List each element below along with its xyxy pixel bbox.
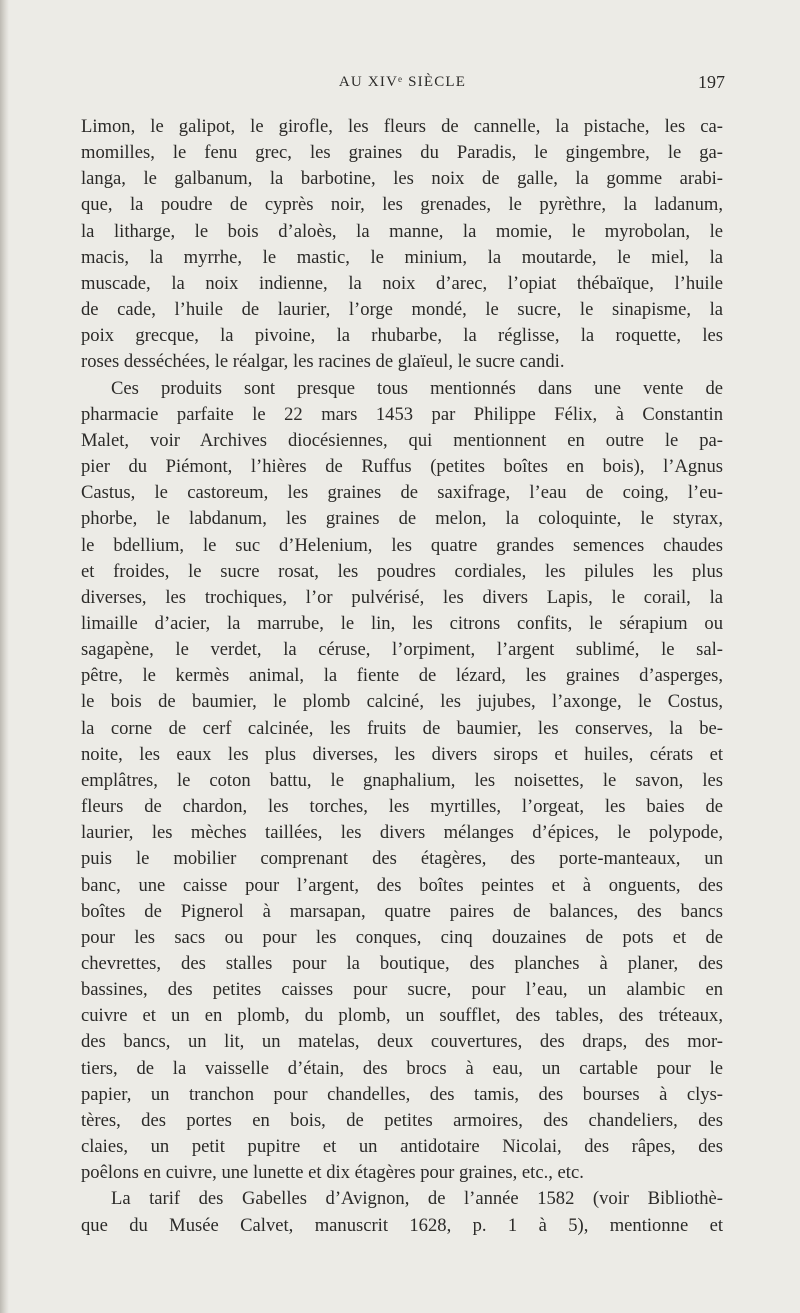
text-line: sagapène, le verdet, la céruse, l’orpiment, l’argent sublimé, le sal-: [81, 639, 723, 661]
text-line: tères, des portes en bois, de petites armoires, des chandeliers, des: [81, 1109, 723, 1131]
book-spine-edge: [0, 0, 9, 1313]
body-text: [81, 114, 723, 1239]
text-line: poix grecque, la pivoine, la rhubarbe, la réglisse, la roquette, les: [81, 325, 723, 347]
text-line: La tarif des Gabelles d’Avignon, de l’année 1582 (voir Bibliothè-: [111, 1188, 723, 1210]
text-line: puis le mobilier comprenant des étagères, des porte-manteaux, un: [81, 848, 723, 870]
text-line: le bdellium, le suc d’Helenium, les quatre grandes semences chaudes: [81, 534, 723, 556]
text-line: chevrettes, des stalles pour la boutique, des planches à planer, des: [81, 953, 723, 974]
text-line: boîtes de Pignerol à marsapan, quatre paires de balances, des bancs: [81, 900, 723, 922]
text-line: diverses, les trochiques, l’or pulvérisé, les divers Lapis, le corail, la: [81, 586, 723, 608]
text-line: claies, un petit pupitre et un antidotaire Nicolai, des râpes, des: [81, 1136, 723, 1158]
text-line: noite, les eaux les plus diverses, les divers sirops et huiles, cérats et: [81, 743, 723, 765]
text-line: bassines, des petites caisses pour sucre, pour l’eau, un alambic en: [81, 979, 723, 1001]
text-line: que du Musée Calvet, manuscrit 1628, p. 1 à 5), mentionne et: [81, 1214, 723, 1236]
page-header: [80, 74, 725, 98]
text-line: momilles, le fenu grec, les graines du Paradis, le gingembre, le ga-: [81, 142, 723, 164]
text-line: phorbe, le labdanum, les graines de melon, la coloquinte, le styrax,: [81, 508, 723, 530]
text-line: le bois de baumier, le plomb calciné, les jujubes, l’axonge, le Costus,: [81, 691, 723, 713]
text-line: pharmacie parfaite le 22 mars 1453 par Philippe Félix, à Constantin: [81, 403, 723, 425]
text-line: Malet, voir Archives diocésiennes, qui mentionnent en outre le pa-: [81, 429, 723, 451]
text-line: laurier, les mèches taillées, les divers mélanges d’épices, le polypode,: [81, 822, 723, 844]
text-line: de cade, l’huile de laurier, l’orge mondé, le sucre, le sinapisme, la: [81, 299, 723, 321]
text-line: banc, une caisse pour l’argent, des boîtes peintes et à onguents, des: [81, 874, 723, 896]
text-line: pour les sacs ou pour les conques, cinq douzaines de pots et de: [81, 926, 723, 948]
text-line: Castus, le castoreum, les graines de saxifrage, l’eau de coing, l’eu-: [81, 482, 723, 504]
running-title: AU XIVᵉ SIÈCLE: [338, 74, 467, 90]
text-line: pier du Piémont, l’hières de Ruffus (petites boîtes en bois), l’Agnus: [81, 456, 723, 478]
text-line: limaille d’acier, la marrube, le lin, les citrons confits, le sérapium ou: [81, 612, 723, 634]
text-line: Ces produits sont presque tous mentionnés dans une vente de: [111, 377, 723, 399]
text-line: poêlons en cuivre, une lunette et dix étagères pour graines, etc., etc.: [81, 1162, 584, 1184]
text-line: Limon, le galipot, le girofle, les fleurs de cannelle, la pistache, les ca-: [81, 116, 723, 137]
text-line: emplâtres, le coton battu, le gnaphalium, les noisettes, le savon, les: [81, 769, 723, 791]
text-line: des bancs, un lit, un matelas, deux couvertures, des draps, des mor-: [81, 1031, 723, 1053]
text-line: tiers, de la vaisselle d’étain, des brocs à eau, un cartable pour le: [81, 1057, 723, 1079]
text-line: langa, le galbanum, la barbotine, les noix de galle, la gomme arabi-: [81, 168, 723, 190]
text-line: muscade, la noix indienne, la noix d’arec, l’opiat thébaïque, l’huile: [81, 272, 723, 294]
text-line: pêtre, le kermès animal, la fiente de lézard, les graines d’asperges,: [81, 665, 723, 687]
text-line: que, la poudre de cyprès noir, les grenades, le pyrèthre, la ladanum,: [81, 194, 723, 216]
text-line: la corne de cerf calcinée, les fruits de baumier, les conserves, la be-: [81, 717, 723, 739]
text-line: cuivre et un en plomb, du plomb, un soufflet, des tables, des tréteaux,: [81, 1005, 723, 1027]
text-line: la litharge, le bois d’aloès, la manne, la momie, le myrobolan, le: [81, 220, 723, 242]
text-line: et froides, le sucre rosat, les poudres cordiales, les pilules les plus: [81, 560, 723, 582]
text-line: fleurs de chardon, les torches, les myrtilles, l’orgeat, les baies de: [81, 796, 723, 818]
text-line: roses desséchées, le réalgar, les racines de glaïeul, le sucre candi.: [81, 351, 565, 373]
text-line: macis, la myrrhe, le mastic, le minium, la moutarde, le miel, la: [81, 246, 723, 268]
page-number: 197: [698, 72, 725, 92]
text-line: papier, un tranchon pour chandelles, des tamis, des bourses à clys-: [81, 1083, 723, 1105]
